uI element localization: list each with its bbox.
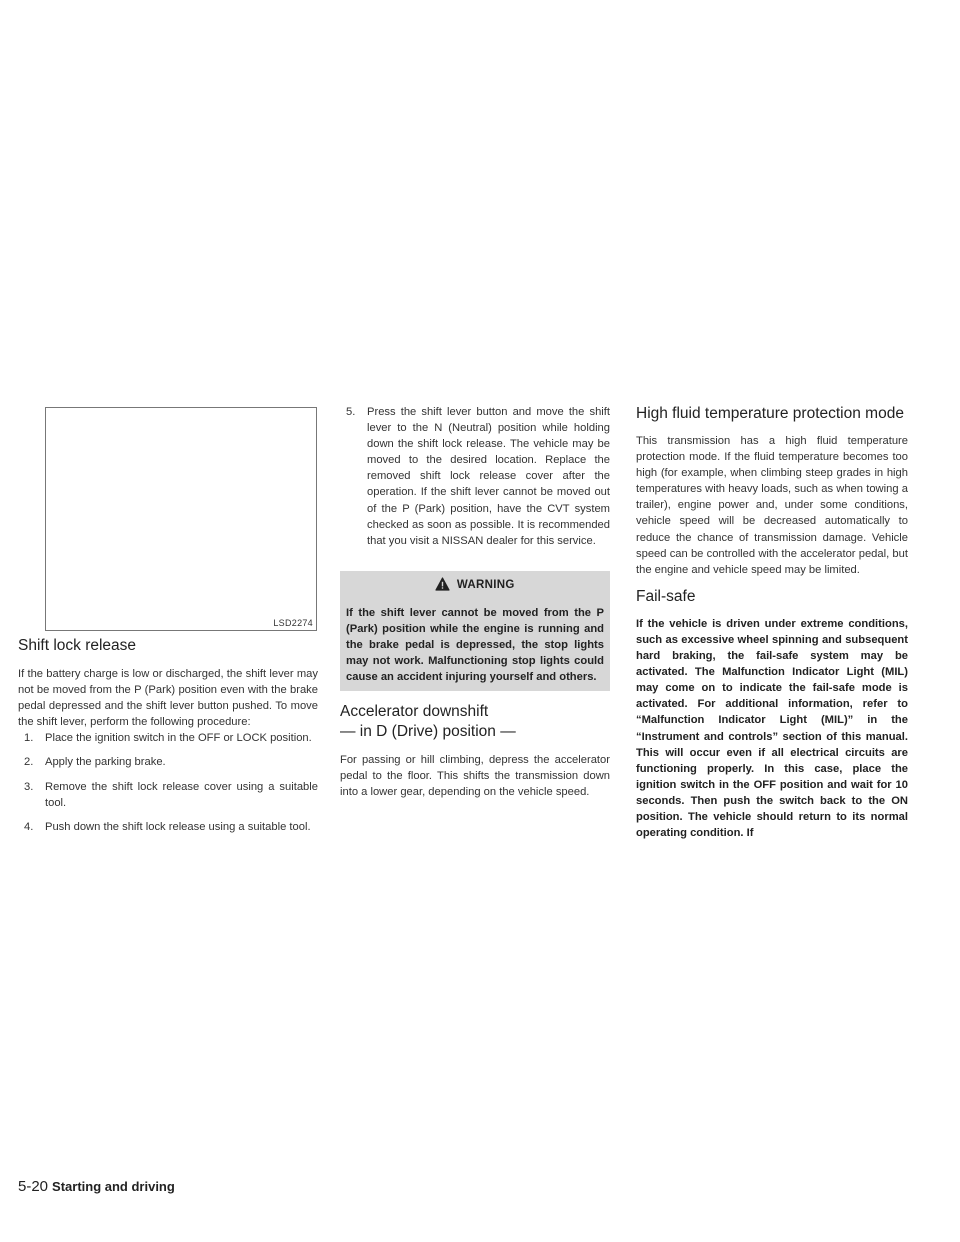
warning-triangle-icon xyxy=(435,579,457,591)
shift-lock-steps xyxy=(18,730,318,834)
high-fluid-heading: High fluid temperature protection mode xyxy=(636,405,904,422)
warning-header xyxy=(340,571,610,595)
figure-frame xyxy=(45,407,317,631)
accelerator-text: For passing or hill climbing, depress the accelerator pedal to the floor. This shifts the transmission down into a lower gear, depending on the vehicle speed. xyxy=(340,754,610,799)
warning-label: WARNING xyxy=(456,579,515,591)
list-item: 5. Press the shift lever button and move the shift lever to the N (Neutral) position while holding down the shift lock release. The vehicle may be moved to the desired location. Replace the removed shift lock release cover after the operation. If the shift lever cannot be moved out of the P (Park) position, have the CVT system checked as soon as possible. It is recommended that you visit a NISSAN dealer for this service. xyxy=(346,406,610,547)
column-1 xyxy=(18,636,318,835)
list-item: 2. Apply the parking brake. xyxy=(24,756,166,769)
column-3 xyxy=(636,404,908,841)
figure-code: LSD2274 xyxy=(273,618,313,628)
column-2 xyxy=(340,404,610,549)
high-fluid-text: This transmission has a high fluid temperature protection mode. If the fluid temperature becomes too high (for example, when climbing steep grades in high temperatures with heavy loads, such as when towing a trailer), engine power and, under some conditions, vehicle speed will be decreased automatically to reduce the chance of transmission damage. Vehicle speed can be controlled with the accelerator pedal, but the engine and vehicle speed may be limited. xyxy=(636,435,908,576)
list-item: 4. Push down the shift lock release using a suitable tool. xyxy=(24,820,311,833)
section-title: Starting and driving xyxy=(52,1179,175,1194)
shift-lock-intro: If the battery charge is low or discharged, the shift lever may not be moved from the P (Park) position even with the brake pedal depressed and the shift lever button pushed. To move the shift lever, perform the following procedure: xyxy=(18,668,318,729)
accelerator-heading: Accelerator downshift — in D (Drive) position — xyxy=(340,703,516,740)
fail-safe-heading: Fail-safe xyxy=(636,587,696,605)
accelerator-section xyxy=(340,702,610,800)
page-number: 5-20 xyxy=(18,1178,49,1195)
list-item: 1. Place the ignition switch in the OFF or LOCK position. xyxy=(24,732,312,745)
list-item: 3. Remove the shift lock release cover using a suitable tool. xyxy=(24,780,318,809)
warning-text: If the shift lever cannot be moved from the P (Park) position while the engine is running and the brake pedal is depressed, the stop lights may not work. Malfunctioning stop lights could cause an accident injuring yourself and others. xyxy=(346,607,604,684)
shift-lock-steps-continued xyxy=(340,404,610,549)
warning-box xyxy=(340,571,610,691)
page-footer xyxy=(18,1178,175,1195)
shift-lock-heading: Shift lock release xyxy=(18,637,137,654)
fail-safe-text: If the vehicle is driven under extreme conditions, such as excessive wheel spinning and subsequent hard braking, the fail-safe system may be activated. The Malfunction Indicator Light (MIL) may come on to indicate the fail-safe mode is activated. For additional information, refer to “Malfunction Indicator Light (MIL)” in the “Instrument and controls” section of this manual. This will occur even if all electrical circuits are functioning properly. In this case, place the ignition switch in the OFF position and wait for 10 seconds. Then push the switch back to the ON position. The vehicle should return to its normal operating condition. If xyxy=(636,617,908,840)
